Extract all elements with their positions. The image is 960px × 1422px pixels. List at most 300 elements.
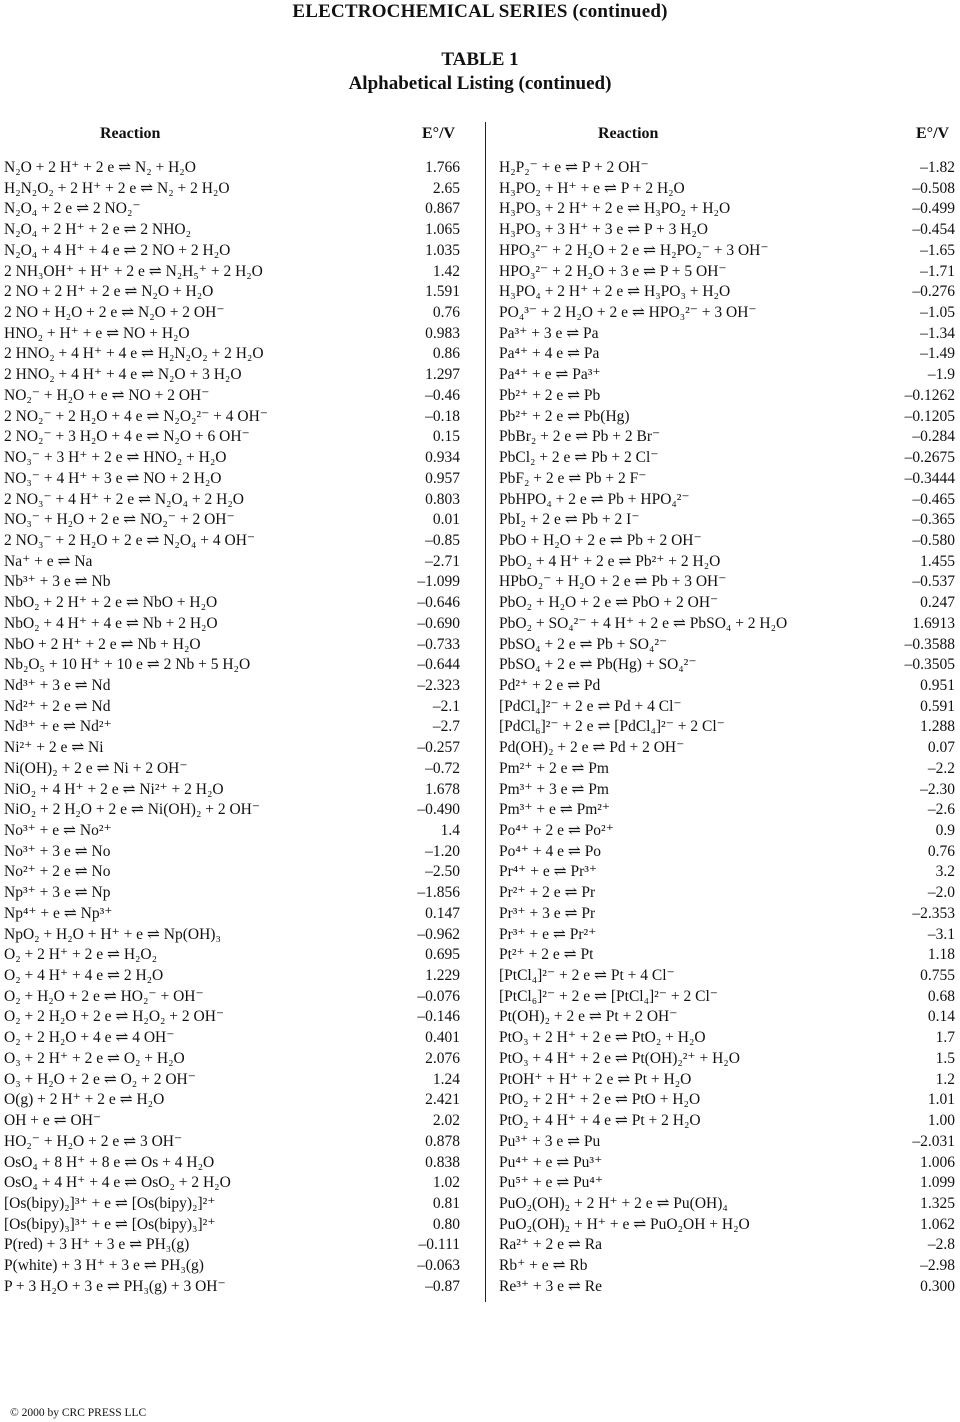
reaction-text: N₂O₄ + 2 H⁺ + 2 e ⇌ 2 NHO₂ bbox=[4, 221, 192, 239]
table-row bbox=[499, 821, 955, 842]
table-row bbox=[499, 966, 955, 987]
potential-value: –2.8 bbox=[927, 1236, 955, 1254]
potential-value: –2.50 bbox=[425, 863, 460, 881]
potential-value: 0.803 bbox=[425, 490, 460, 508]
reaction-text: Np³⁺ + 3 e ⇌ Np bbox=[4, 884, 111, 902]
potential-value: –0.46 bbox=[425, 386, 460, 404]
reaction-text: Po⁴⁺ + 2 e ⇌ Po²⁺ bbox=[499, 822, 614, 839]
reaction-text: Pr⁴⁺ + e ⇌ Pr³⁺ bbox=[499, 863, 598, 881]
table-row bbox=[4, 427, 460, 448]
left-header-potential: E°/V bbox=[422, 125, 456, 142]
reaction-text: Pr²⁺ + 2 e ⇌ Pr bbox=[499, 884, 596, 902]
potential-value: 0.591 bbox=[920, 697, 955, 715]
potential-value: 0.76 bbox=[432, 304, 460, 322]
potential-value: 0.247 bbox=[920, 594, 955, 612]
potential-value: 0.983 bbox=[425, 324, 460, 342]
table-row bbox=[499, 862, 955, 883]
table-row bbox=[499, 1132, 955, 1153]
potential-value: 1.5 bbox=[935, 1049, 955, 1067]
table-row bbox=[499, 324, 955, 345]
potential-value: –0.85 bbox=[425, 531, 460, 549]
potential-value: –2.6 bbox=[927, 801, 955, 819]
potential-value: 0.300 bbox=[920, 1277, 955, 1295]
table-row bbox=[499, 780, 955, 801]
reaction-text: PO₄³⁻ + 2 H₂O + 2 e ⇌ HPO₃²⁻ + 3 OH⁻ bbox=[499, 304, 757, 322]
potential-value: 0.14 bbox=[927, 1008, 955, 1026]
table-row bbox=[4, 676, 460, 697]
potential-value: –0.644 bbox=[417, 656, 460, 674]
potential-value: 1.455 bbox=[920, 552, 955, 570]
potential-value: 1.7 bbox=[935, 1029, 955, 1047]
table-row bbox=[4, 614, 460, 635]
potential-value: –0.733 bbox=[417, 635, 460, 653]
reaction-text: Pt(OH)₂ + 2 e ⇌ Pt + 2 OH⁻ bbox=[499, 1008, 678, 1026]
reaction-text: P(white) + 3 H⁺ + 3 e ⇌ PH₃(g) bbox=[4, 1257, 204, 1275]
potential-value: –0.2675 bbox=[904, 449, 955, 467]
table-row bbox=[499, 1215, 955, 1236]
page-title: ELECTROCHEMICAL SERIES (continued) bbox=[292, 1, 668, 22]
reaction-text: Pa³⁺ + 3 e ⇌ Pa bbox=[499, 324, 599, 342]
potential-value: –2.71 bbox=[425, 552, 460, 570]
potential-value: 1.297 bbox=[425, 366, 460, 384]
potential-value: –0.284 bbox=[912, 428, 955, 446]
reaction-text: NbO₂ + 2 H⁺ + 2 e ⇌ NbO + H₂O bbox=[4, 594, 218, 612]
potential-value: –2.30 bbox=[920, 780, 955, 798]
reaction-text: [Os(bipy)₃]³⁺ + e ⇌ [Os(bipy)₃]²⁺ bbox=[4, 1215, 216, 1233]
reaction-text: P(red) + 3 H⁺ + 3 e ⇌ PH₃(g) bbox=[4, 1236, 190, 1254]
potential-value: –2.1 bbox=[432, 697, 460, 715]
table-row bbox=[4, 925, 460, 946]
potential-value: 1.229 bbox=[425, 967, 460, 985]
reaction-text: PbO₂ + H₂O + 2 e ⇌ PbO + 2 OH⁻ bbox=[499, 594, 719, 612]
table-row bbox=[4, 324, 460, 345]
potential-value: 0.934 bbox=[425, 449, 460, 467]
reaction-text: Rb⁺ + e ⇌ Rb bbox=[499, 1257, 588, 1275]
potential-value: 0.01 bbox=[432, 511, 460, 529]
reaction-text: HNO₂ + H⁺ + e ⇌ NO + H₂O bbox=[4, 324, 190, 342]
right-column bbox=[499, 158, 955, 1298]
table-row bbox=[499, 1028, 955, 1049]
table-row bbox=[4, 635, 460, 656]
table-row bbox=[499, 904, 955, 925]
table-row bbox=[499, 386, 955, 407]
table-row bbox=[499, 635, 955, 656]
table-row bbox=[4, 531, 460, 552]
reaction-text: No³⁺ + 3 e ⇌ No bbox=[4, 842, 111, 860]
potential-value: 1.065 bbox=[425, 221, 460, 239]
reaction-text: 2 NO + 2 H⁺ + 2 e ⇌ N₂O + H₂O bbox=[4, 283, 214, 301]
potential-value: –0.076 bbox=[417, 987, 460, 1005]
potential-value: 1.02 bbox=[432, 1174, 460, 1192]
potential-value: 0.86 bbox=[432, 345, 460, 363]
table-row bbox=[499, 303, 955, 324]
reaction-text: N₂O₄ + 2 e ⇌ 2 NO₂⁻ bbox=[4, 200, 141, 218]
reaction-text: Nd²⁺ + 2 e ⇌ Nd bbox=[4, 697, 111, 715]
reaction-text: [PdCl₄]²⁻ + 2 e ⇌ Pd + 4 Cl⁻ bbox=[499, 697, 682, 715]
table-row bbox=[4, 1256, 460, 1277]
potential-value: –2.031 bbox=[912, 1132, 955, 1150]
reaction-text: Ra²⁺ + 2 e ⇌ Ra bbox=[499, 1236, 602, 1254]
reaction-text: 2 NO₃⁻ + 2 H₂O + 2 e ⇌ N₂O₄ + 4 OH⁻ bbox=[4, 531, 256, 549]
potential-value: –0.499 bbox=[912, 200, 955, 218]
potential-value: –0.3588 bbox=[904, 635, 955, 653]
potential-value: –0.146 bbox=[417, 1008, 460, 1026]
left-column bbox=[4, 158, 460, 1298]
table-row bbox=[4, 1028, 460, 1049]
table-row bbox=[499, 282, 955, 303]
reaction-text: N₂O₄ + 4 H⁺ + 4 e ⇌ 2 NO + 2 H₂O bbox=[4, 241, 231, 259]
reaction-text: PbSO₄ + 2 e ⇌ Pb + SO₄²⁻ bbox=[499, 635, 668, 653]
left-header-reaction: Reaction bbox=[100, 125, 161, 142]
potential-value: 1.6913 bbox=[912, 614, 955, 632]
table-row bbox=[4, 717, 460, 738]
table-row bbox=[4, 407, 460, 428]
reaction-text: Pu⁴⁺ + e ⇌ Pu³⁺ bbox=[499, 1153, 603, 1171]
table-row bbox=[499, 800, 955, 821]
reaction-text: O₂ + H₂O + 2 e ⇌ HO₂⁻ + OH⁻ bbox=[4, 987, 204, 1005]
table-row bbox=[4, 241, 460, 262]
reaction-text: No³⁺ + e ⇌ No²⁺ bbox=[4, 822, 112, 839]
potential-value: 0.147 bbox=[425, 904, 460, 922]
potential-value: 0.755 bbox=[920, 967, 955, 985]
reaction-text: PbCl₂ + 2 e ⇌ Pb + 2 Cl⁻ bbox=[499, 449, 659, 467]
potential-value: 2.02 bbox=[432, 1112, 460, 1130]
potential-value: 0.401 bbox=[425, 1029, 460, 1047]
table-row bbox=[4, 738, 460, 759]
table-row bbox=[4, 448, 460, 469]
potential-value: –0.1205 bbox=[904, 407, 955, 425]
potential-value: 1.2 bbox=[935, 1070, 955, 1088]
table-row bbox=[4, 780, 460, 801]
table-row bbox=[499, 262, 955, 283]
table-row bbox=[499, 448, 955, 469]
potential-value: –0.063 bbox=[417, 1257, 460, 1275]
table-row bbox=[4, 904, 460, 925]
potential-value: –1.82 bbox=[920, 159, 955, 176]
table-row bbox=[499, 925, 955, 946]
table-row bbox=[499, 593, 955, 614]
potential-value: 1.678 bbox=[425, 780, 460, 798]
table-row bbox=[4, 303, 460, 324]
reaction-text: P + 3 H₂O + 3 e ⇌ PH₃(g) + 3 OH⁻ bbox=[4, 1277, 226, 1295]
reaction-text: PbO + H₂O + 2 e ⇌ Pb + 2 OH⁻ bbox=[499, 531, 702, 549]
reaction-text: Re³⁺ + 3 e ⇌ Re bbox=[499, 1277, 602, 1295]
reaction-text: Pd(OH)₂ + 2 e ⇌ Pd + 2 OH⁻ bbox=[499, 739, 685, 757]
reaction-text: PbF₂ + 2 e ⇌ Pb + 2 F⁻ bbox=[499, 469, 647, 487]
potential-value: –0.365 bbox=[912, 511, 955, 529]
reaction-text: Pa⁴⁺ + e ⇌ Pa³⁺ bbox=[499, 366, 601, 384]
potential-value: –0.3444 bbox=[904, 469, 955, 487]
table-row bbox=[499, 1173, 955, 1194]
reaction-text: Nd³⁺ + 3 e ⇌ Nd bbox=[4, 676, 111, 694]
reaction-text: H₃PO₄ + 2 H⁺ + 2 e ⇌ H₃PO₃ + H₂O bbox=[499, 283, 731, 301]
table-row bbox=[4, 1235, 460, 1256]
potential-value: 1.325 bbox=[920, 1194, 955, 1212]
table-row bbox=[499, 1256, 955, 1277]
table-row bbox=[499, 407, 955, 428]
potential-value: –0.276 bbox=[912, 283, 955, 301]
potential-value: 1.035 bbox=[425, 241, 460, 259]
reaction-text: Pd²⁺ + 2 e ⇌ Pd bbox=[499, 676, 601, 694]
potential-value: 1.062 bbox=[920, 1215, 955, 1233]
table-row bbox=[4, 365, 460, 386]
table-row bbox=[499, 199, 955, 220]
potential-value: 2.65 bbox=[432, 179, 460, 197]
table-row bbox=[4, 1153, 460, 1174]
potential-value: –1.71 bbox=[920, 262, 955, 280]
potential-value: 1.591 bbox=[425, 283, 460, 301]
potential-value: –2.353 bbox=[912, 904, 955, 922]
table-row bbox=[4, 552, 460, 573]
potential-value: –0.257 bbox=[417, 739, 460, 757]
potential-value: 3.2 bbox=[935, 863, 955, 881]
potential-value: –0.72 bbox=[425, 759, 460, 777]
table-row bbox=[4, 386, 460, 407]
reaction-text: O₂ + 2 H⁺ + 2 e ⇌ H₂O₂ bbox=[4, 946, 158, 964]
potential-value: –0.690 bbox=[417, 614, 460, 632]
potential-value: 0.9 bbox=[935, 822, 955, 839]
reaction-text: PtO₃ + 2 H⁺ + 2 e ⇌ PtO₂ + H₂O bbox=[499, 1029, 706, 1047]
reaction-text: HPO₃²⁻ + 2 H₂O + 3 e ⇌ P + 5 OH⁻ bbox=[499, 262, 727, 280]
reaction-text: PbO₂ + 4 H⁺ + 2 e ⇌ Pb²⁺ + 2 H₂O bbox=[499, 552, 721, 570]
reaction-text: Nb³⁺ + 3 e ⇌ Nb bbox=[4, 573, 111, 591]
potential-value: –1.65 bbox=[920, 241, 955, 259]
reaction-text: NO₃⁻ + 3 H⁺ + 2 e ⇌ HNO₂ + H₂O bbox=[4, 449, 227, 467]
table-row bbox=[499, 158, 955, 179]
table-row bbox=[499, 717, 955, 738]
potential-value: 0.695 bbox=[425, 946, 460, 964]
table-row bbox=[499, 987, 955, 1008]
reaction-text: PtOH⁺ + H⁺ + 2 e ⇌ Pt + H₂O bbox=[499, 1070, 692, 1088]
potential-value: 0.867 bbox=[425, 200, 460, 218]
reaction-text: NiO₂ + 4 H⁺ + 2 e ⇌ Ni²⁺ + 2 H₂O bbox=[4, 780, 224, 798]
reaction-text: NbO₂ + 4 H⁺ + 4 e ⇌ Nb + 2 H₂O bbox=[4, 614, 218, 632]
table-row bbox=[499, 1070, 955, 1091]
table-row bbox=[4, 1277, 460, 1298]
table-row bbox=[4, 1132, 460, 1153]
reaction-text: Ni(OH)₂ + 2 e ⇌ Ni + 2 OH⁻ bbox=[4, 759, 188, 777]
table-row bbox=[4, 1194, 460, 1215]
reaction-text: 2 NO₂⁻ + 3 H₂O + 4 e ⇌ N₂O + 6 OH⁻ bbox=[4, 428, 250, 446]
table-row bbox=[4, 1111, 460, 1132]
table-row bbox=[4, 469, 460, 490]
table-row bbox=[4, 987, 460, 1008]
reaction-text: PbO₂ + SO₄²⁻ + 4 H⁺ + 2 e ⇌ PbSO₄ + 2 H₂O bbox=[499, 614, 788, 632]
reaction-text: 2 HNO₂ + 4 H⁺ + 4 e ⇌ H₂N₂O₂ + 2 H₂O bbox=[4, 345, 264, 363]
reaction-text: H₂P₂⁻ + e ⇌ P + 2 OH⁻ bbox=[499, 159, 649, 176]
reaction-text: O₃ + H₂O + 2 e ⇌ O₂ + 2 OH⁻ bbox=[4, 1070, 196, 1088]
potential-value: 1.00 bbox=[927, 1112, 955, 1130]
potential-value: –0.18 bbox=[425, 407, 460, 425]
potential-value: –1.05 bbox=[920, 304, 955, 322]
potential-value: –2.323 bbox=[417, 676, 460, 694]
potential-value: 1.099 bbox=[920, 1174, 955, 1192]
reaction-text: Ni²⁺ + 2 e ⇌ Ni bbox=[4, 739, 104, 757]
potential-value: 0.951 bbox=[920, 676, 955, 694]
reaction-text: 2 NO₂⁻ + 2 H₂O + 4 e ⇌ N₂O₂²⁻ + 4 OH⁻ bbox=[4, 407, 268, 425]
reaction-text: NiO₂ + 2 H₂O + 2 e ⇌ Ni(OH)₂ + 2 OH⁻ bbox=[4, 801, 261, 819]
table-row bbox=[4, 945, 460, 966]
reaction-text: Pb²⁺ + 2 e ⇌ Pb(Hg) bbox=[499, 407, 630, 425]
reaction-text: Pa⁴⁺ + 4 e ⇌ Pa bbox=[499, 345, 600, 363]
table-row bbox=[4, 842, 460, 863]
table-row bbox=[499, 655, 955, 676]
table-row bbox=[4, 490, 460, 511]
potential-value: –0.3505 bbox=[904, 656, 955, 674]
potential-value: –0.454 bbox=[912, 221, 955, 239]
copyright-footer: © 2000 by CRC PRESS LLC bbox=[10, 1407, 147, 1419]
reaction-text: HPbO₂⁻ + H₂O + 2 e ⇌ Pb + 3 OH⁻ bbox=[499, 573, 727, 591]
reaction-text: [PtCl₄]²⁻ + 2 e ⇌ Pt + 4 Cl⁻ bbox=[499, 967, 675, 985]
reaction-text: Pb²⁺ + 2 e ⇌ Pb bbox=[499, 386, 601, 404]
reaction-text: O₃ + 2 H⁺ + 2 e ⇌ O₂ + H₂O bbox=[4, 1049, 185, 1067]
potential-value: 1.18 bbox=[927, 946, 955, 964]
reaction-text: NbO + 2 H⁺ + 2 e ⇌ Nb + H₂O bbox=[4, 635, 201, 653]
table-row bbox=[4, 510, 460, 531]
table-row bbox=[4, 179, 460, 200]
reaction-text: HPO₃²⁻ + 2 H₂O + 2 e ⇌ H₂PO₂⁻ + 3 OH⁻ bbox=[499, 241, 769, 259]
table-row bbox=[4, 158, 460, 179]
reaction-text: Pu³⁺ + 3 e ⇌ Pu bbox=[499, 1132, 601, 1150]
reaction-text: H₃PO₃ + 2 H⁺ + 2 e ⇌ H₃PO₂ + H₂O bbox=[499, 200, 731, 218]
table-row bbox=[4, 282, 460, 303]
potential-value: 1.24 bbox=[432, 1070, 460, 1088]
table-row bbox=[4, 593, 460, 614]
table-row bbox=[499, 759, 955, 780]
table-row bbox=[499, 572, 955, 593]
potential-value: 1.766 bbox=[425, 159, 460, 176]
table-subtitle: Alphabetical Listing (continued) bbox=[348, 73, 612, 94]
reaction-text: H₃PO₃ + 3 H⁺ + 3 e ⇌ P + 3 H₂O bbox=[499, 221, 708, 239]
table-row bbox=[499, 510, 955, 531]
potential-value: –0.465 bbox=[912, 490, 955, 508]
potential-value: 0.838 bbox=[425, 1153, 460, 1171]
potential-value: 2.421 bbox=[425, 1091, 460, 1109]
table-row bbox=[499, 344, 955, 365]
table-row bbox=[4, 800, 460, 821]
reaction-text: 2 NH₃OH⁺ + H⁺ + 2 e ⇌ N₂H₅⁺ + 2 H₂O bbox=[4, 262, 263, 280]
reaction-text: PtO₂ + 2 H⁺ + 2 e ⇌ PtO + H₂O bbox=[499, 1091, 701, 1109]
right-header-reaction: Reaction bbox=[598, 125, 659, 142]
potential-value: –1.20 bbox=[425, 842, 460, 860]
right-header-potential: E°/V bbox=[916, 125, 950, 142]
potential-value: –2.98 bbox=[920, 1257, 955, 1275]
potential-value: 0.878 bbox=[425, 1132, 460, 1150]
reaction-text: NO₃⁻ + H₂O + 2 e ⇌ NO₂⁻ + 2 OH⁻ bbox=[4, 511, 235, 529]
reaction-text: [PtCl₆]²⁻ + 2 e ⇌ [PtCl₄]²⁻ + 2 Cl⁻ bbox=[499, 987, 718, 1005]
reaction-text: NO₃⁻ + 4 H⁺ + 3 e ⇌ NO + 2 H₂O bbox=[4, 469, 222, 487]
reaction-text: O(g) + 2 H⁺ + 2 e ⇌ H₂O bbox=[4, 1091, 165, 1109]
reaction-text: PbSO₄ + 2 e ⇌ Pb(Hg) + SO₄²⁻ bbox=[499, 656, 697, 674]
reaction-text: NO₂⁻ + H₂O + e ⇌ NO + 2 OH⁻ bbox=[4, 386, 210, 404]
table-row bbox=[4, 1070, 460, 1091]
table-row bbox=[499, 842, 955, 863]
potential-value: –3.1 bbox=[927, 925, 955, 943]
table-row bbox=[499, 1153, 955, 1174]
reaction-text: Nd³⁺ + e ⇌ Nd²⁺ bbox=[4, 718, 112, 736]
table-row bbox=[4, 1090, 460, 1111]
reaction-text: [Os(bipy)₂]³⁺ + e ⇌ [Os(bipy)₂]²⁺ bbox=[4, 1194, 216, 1212]
reaction-text: Np⁴⁺ + e ⇌ Np³⁺ bbox=[4, 904, 113, 922]
table-row bbox=[499, 1111, 955, 1132]
reaction-text: Pm²⁺ + 2 e ⇌ Pm bbox=[499, 759, 609, 777]
potential-value: 1.288 bbox=[920, 718, 955, 736]
reaction-text: 2 NO₃⁻ + 4 H⁺ + 2 e ⇌ N₂O₄ + 2 H₂O bbox=[4, 490, 244, 508]
potential-value: –0.537 bbox=[912, 573, 955, 591]
reaction-text: Pt²⁺ + 2 e ⇌ Pt bbox=[499, 946, 594, 964]
table-row bbox=[4, 655, 460, 676]
potential-value: –2.7 bbox=[432, 718, 460, 736]
potential-value: –0.962 bbox=[417, 925, 460, 943]
reaction-text: O₂ + 2 H₂O + 2 e ⇌ H₂O₂ + 2 OH⁻ bbox=[4, 1008, 225, 1026]
table-row bbox=[499, 945, 955, 966]
reaction-text: Po⁴⁺ + 4 e ⇌ Po bbox=[499, 842, 602, 860]
table-row bbox=[4, 862, 460, 883]
potential-value: –0.87 bbox=[425, 1277, 460, 1295]
table-row bbox=[499, 1049, 955, 1070]
table-row bbox=[4, 344, 460, 365]
table-row bbox=[499, 697, 955, 718]
reaction-text: Pm³⁺ + e ⇌ Pm²⁺ bbox=[499, 801, 611, 819]
potential-value: –0.580 bbox=[912, 531, 955, 549]
reaction-text: PbBr₂ + 2 e ⇌ Pb + 2 Br⁻ bbox=[499, 428, 661, 446]
reaction-text: PtO₂ + 4 H⁺ + 4 e ⇌ Pt + 2 H₂O bbox=[499, 1112, 701, 1130]
potential-value: 0.76 bbox=[927, 842, 955, 860]
table-row bbox=[4, 1049, 460, 1070]
table-row bbox=[499, 676, 955, 697]
reaction-text: No²⁺ + 2 e ⇌ No bbox=[4, 863, 111, 881]
reaction-text: HO₂⁻ + H₂O + 2 e ⇌ 3 OH⁻ bbox=[4, 1132, 183, 1150]
reaction-text: N₂O + 2 H⁺ + 2 e ⇌ N₂ + H₂O bbox=[4, 159, 196, 176]
table-row bbox=[499, 1090, 955, 1111]
potential-value: 0.81 bbox=[432, 1194, 460, 1212]
reaction-text: 2 HNO₂ + 4 H⁺ + 4 e ⇌ N₂O + 3 H₂O bbox=[4, 366, 242, 384]
potential-value: –0.508 bbox=[912, 179, 955, 197]
reaction-text: PbI₂ + 2 e ⇌ Pb + 2 I⁻ bbox=[499, 511, 640, 529]
table-row bbox=[4, 1173, 460, 1194]
column-divider bbox=[485, 122, 486, 1302]
reaction-text: Pu⁵⁺ + e ⇌ Pu⁴⁺ bbox=[499, 1174, 604, 1192]
table-row bbox=[4, 883, 460, 904]
table-row bbox=[4, 966, 460, 987]
table-row bbox=[499, 220, 955, 241]
potential-value: –2.2 bbox=[927, 759, 955, 777]
table-row bbox=[499, 883, 955, 904]
potential-value: 1.4 bbox=[440, 822, 460, 839]
reaction-text: OH + e ⇌ OH⁻ bbox=[4, 1112, 102, 1130]
table-row bbox=[499, 1277, 955, 1298]
reaction-text: 2 NO + H₂O + 2 e ⇌ N₂O + 2 OH⁻ bbox=[4, 304, 225, 322]
table-row bbox=[499, 365, 955, 386]
reaction-text: O₂ + 4 H⁺ + 4 e ⇌ 2 H₂O bbox=[4, 967, 164, 985]
potential-value: –0.490 bbox=[417, 801, 460, 819]
table-row bbox=[499, 179, 955, 200]
table-row bbox=[4, 697, 460, 718]
reaction-text: OsO₄ + 8 H⁺ + 8 e ⇌ Os + 4 H₂O bbox=[4, 1153, 215, 1171]
table-row bbox=[4, 759, 460, 780]
table-row bbox=[499, 1007, 955, 1028]
table-row bbox=[4, 1215, 460, 1236]
potential-value: 1.006 bbox=[920, 1153, 955, 1171]
reaction-text: H₃PO₂ + H⁺ + e ⇌ P + 2 H₂O bbox=[499, 179, 685, 197]
reaction-text: Na⁺ + e ⇌ Na bbox=[4, 552, 93, 570]
reaction-text: PuO₂(OH)₂ + H⁺ + e ⇌ PuO₂OH + H₂O bbox=[499, 1215, 750, 1233]
reaction-text: Pm³⁺ + 3 e ⇌ Pm bbox=[499, 780, 609, 798]
reaction-text: Pr³⁺ + e ⇌ Pr²⁺ bbox=[499, 925, 597, 943]
reaction-text: H₂N₂O₂ + 2 H⁺ + 2 e ⇌ N₂ + 2 H₂O bbox=[4, 179, 230, 197]
reaction-text: OsO₄ + 4 H⁺ + 4 e ⇌ OsO₂ + 2 H₂O bbox=[4, 1174, 231, 1192]
potential-value: 1.42 bbox=[432, 262, 460, 280]
